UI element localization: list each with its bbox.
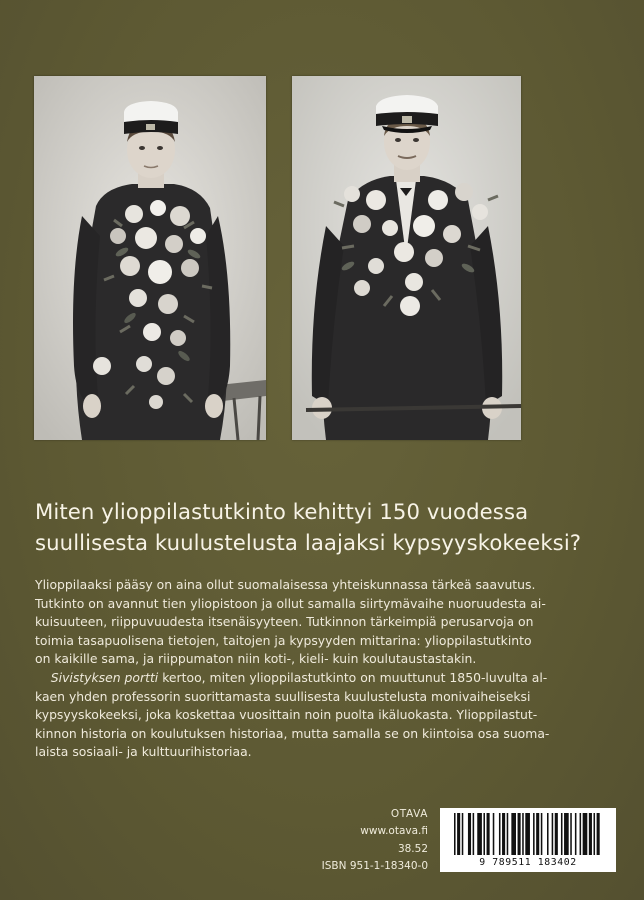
- book-title: Sivistyksen portti: [50, 669, 159, 685]
- isbn-barcode: [440, 808, 616, 872]
- photo-female-student: [34, 76, 266, 440]
- blurb-p1-line-4: toimia tasapuolisena tietojen, taitojen ja kypsyyden mittarina: ylioppilastutkinto: [35, 632, 532, 648]
- publisher-name: OTAVA: [390, 808, 428, 820]
- publisher-info: [322, 806, 428, 876]
- blurb-p1-line-2: Tutkinto on avannut tien yliopistoon ja ollut samalla siirtymävaihe nuoruudesta ai-: [35, 595, 546, 611]
- publisher-url: www.otava.fi: [360, 825, 428, 838]
- blurb-p1-line-3: kuisuuteen, riippuvuudesta itsenäisyyteen. Tutkinnon tärkeimpiä perusarvoja on: [35, 614, 534, 630]
- headline: [35, 496, 615, 558]
- isbn: ISBN 951-1-18340-0: [321, 860, 428, 873]
- blurb-p1-line-5: on kaikille sama, ja riippumaton niin koti-, kieli- kuin koulutaustastakin.: [35, 651, 477, 667]
- blurb-p1-line-1: Ylioppilaaksi pääsy on aina ollut suomalaisessa yhteiskunnassa tärkeä saavutus.: [35, 577, 536, 592]
- blurb-p2-line-3: kypsyyskokeeksi, joka koskettaa vuosittain noin puolta ikäluokasta. Ylioppilastut-: [35, 707, 538, 723]
- blurb: [35, 576, 603, 762]
- headline-line-2: suullisesta kuulustelusta laajaksi kypsyyskokeeksi?: [35, 530, 582, 555]
- blurb-p2-line-1-rest: kertoo, miten ylioppilastutkinto on muuttunut 1850-luvulta al-: [158, 669, 548, 685]
- headline-line-1: Miten ylioppilastutkinto kehittyi 150 vuodessa: [35, 499, 529, 524]
- blurb-p2-line-5: laista sosiaali- ja kulttuurihistoriaa.: [35, 744, 252, 760]
- photo-male-student: [292, 76, 521, 440]
- barcode-digits: 9 789511 183402: [479, 857, 577, 868]
- blurb-p2-line-4: kinnon historia on koulutuksen historiaa, mutta samalla se on kiintoisa osa suoma-: [35, 725, 550, 741]
- blurb-p2-line-1: [35, 669, 603, 688]
- blurb-p2-line-2: kaen yhden professorin suorittamasta suullisesta kuulustelusta monivaiheiseksi: [35, 688, 531, 704]
- class-code: 38.52: [397, 842, 428, 855]
